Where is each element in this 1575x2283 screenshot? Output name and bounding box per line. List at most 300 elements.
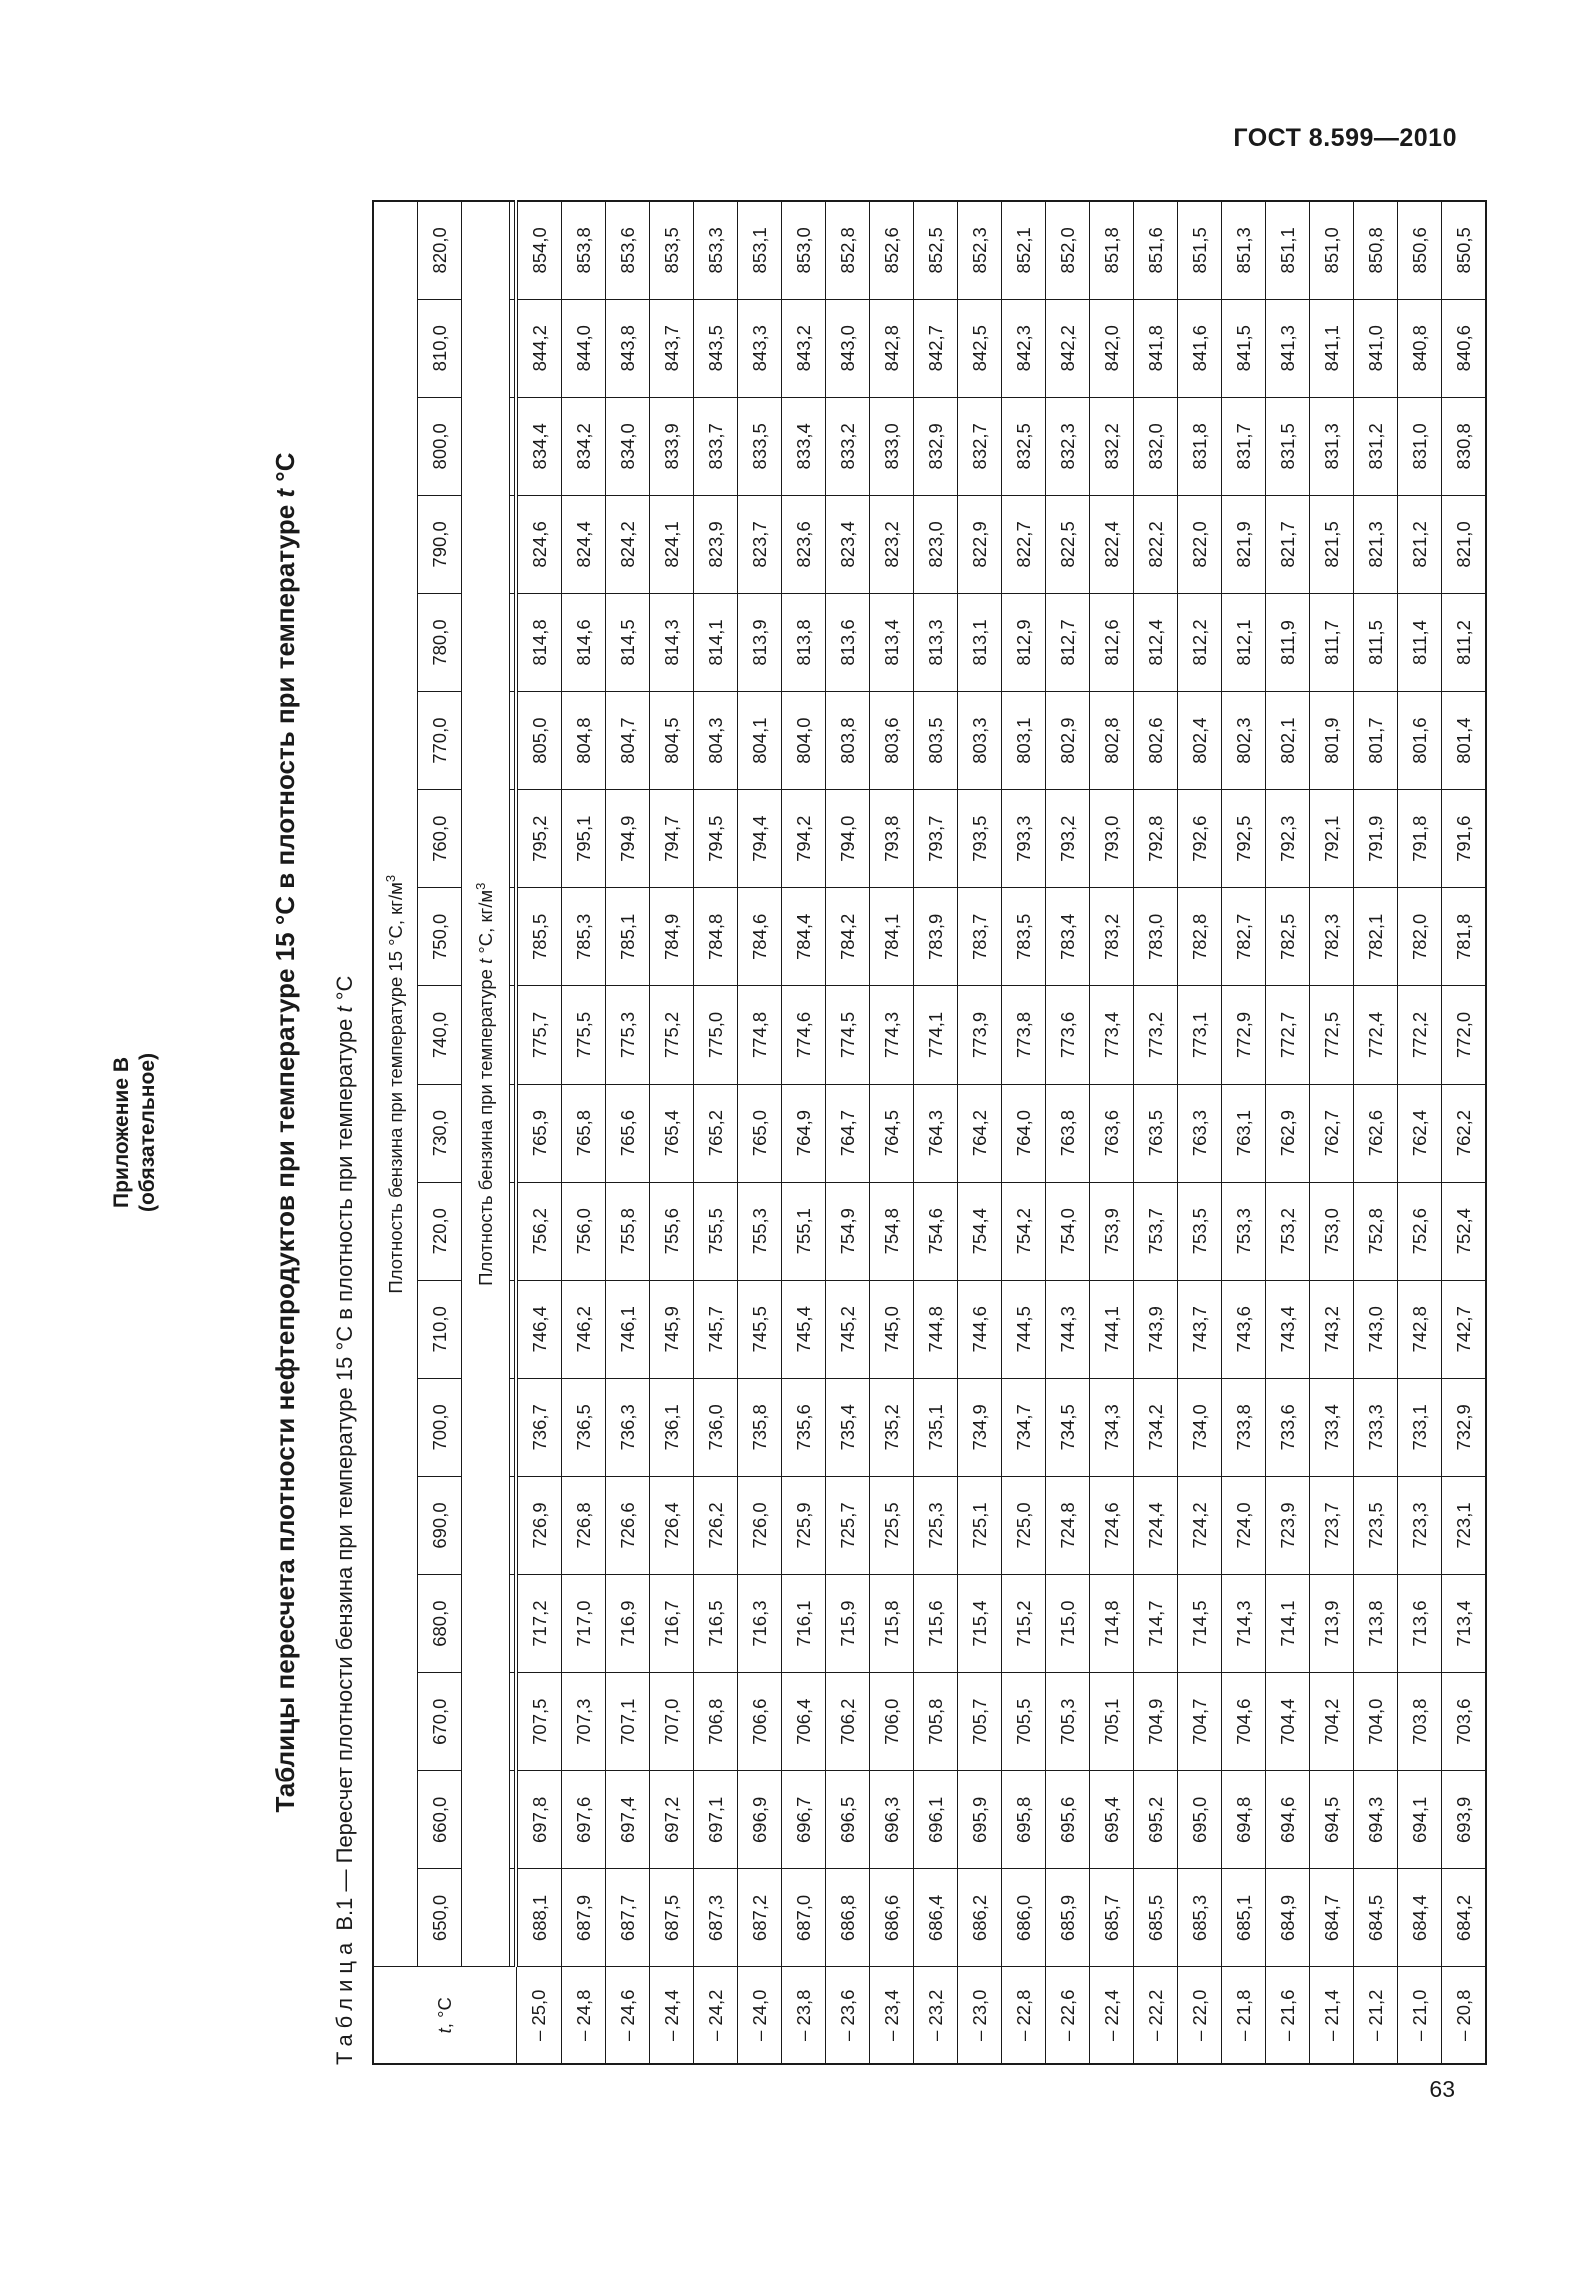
density-cell: 833,0 xyxy=(870,397,914,495)
density-cell: 831,8 xyxy=(1178,397,1222,495)
table-caption-var: t xyxy=(332,1006,357,1013)
density-cell: 811,4 xyxy=(1398,593,1442,691)
density-cell: 734,0 xyxy=(1178,1378,1222,1476)
density-cell: 814,5 xyxy=(606,593,650,691)
density-cell: 753,9 xyxy=(1090,1182,1134,1280)
density-cell: 804,7 xyxy=(606,692,650,790)
density-cell: 801,4 xyxy=(1442,692,1487,790)
density-column-header: 660,0 xyxy=(418,1771,462,1869)
density-cell: 706,6 xyxy=(738,1673,782,1771)
density-cell: 734,9 xyxy=(958,1378,1002,1476)
density-cell: 821,5 xyxy=(1310,495,1354,593)
density-cell: 784,1 xyxy=(870,888,914,986)
table-row xyxy=(1354,201,1398,2064)
density-cell: 735,6 xyxy=(782,1378,826,1476)
density-cell: 773,2 xyxy=(1134,986,1178,1084)
density-cell: 834,2 xyxy=(562,397,606,495)
density-cell: 753,2 xyxy=(1266,1182,1310,1280)
density-cell: 685,1 xyxy=(1222,1869,1266,1967)
density-cell: 704,4 xyxy=(1266,1673,1310,1771)
density-cell: 726,2 xyxy=(694,1476,738,1574)
density-cell: 713,9 xyxy=(1310,1575,1354,1673)
sub-header-unit: °С, кг/м xyxy=(475,889,497,959)
density-cell: 773,4 xyxy=(1090,986,1134,1084)
density-cell: 795,2 xyxy=(516,790,562,888)
density-cell: 801,9 xyxy=(1310,692,1354,790)
density-cell: 823,7 xyxy=(738,495,782,593)
density-cell: 695,9 xyxy=(958,1771,1002,1869)
density-column-header: 800,0 xyxy=(418,397,462,495)
density-cell: 785,1 xyxy=(606,888,650,986)
density-cell: 755,8 xyxy=(606,1182,650,1280)
density-cell: 781,8 xyxy=(1442,888,1487,986)
density-cell: 841,3 xyxy=(1266,299,1310,397)
density-cell: 735,4 xyxy=(826,1378,870,1476)
density-cell: 775,3 xyxy=(606,986,650,1084)
density-cell: 794,9 xyxy=(606,790,650,888)
density-cell: 853,8 xyxy=(562,201,606,299)
density-cell: 775,0 xyxy=(694,986,738,1084)
density-cell: 813,8 xyxy=(782,593,826,691)
density-column-header: 770,0 xyxy=(418,692,462,790)
density-cell: 802,8 xyxy=(1090,692,1134,790)
density-cell: 744,6 xyxy=(958,1280,1002,1378)
density-cell: 724,4 xyxy=(1134,1476,1178,1574)
temperature-cell: – 22,4 xyxy=(1090,1967,1134,2064)
sub-header-text: Плотность бензина при температуре xyxy=(475,963,497,1286)
density-cell: 813,1 xyxy=(958,593,1002,691)
table-row xyxy=(562,201,606,2064)
density-cell: 717,0 xyxy=(562,1575,606,1673)
density-cell: 841,6 xyxy=(1178,299,1222,397)
density-cell: 755,3 xyxy=(738,1182,782,1280)
density-cell: 752,6 xyxy=(1398,1182,1442,1280)
density-cell: 842,5 xyxy=(958,299,1002,397)
temperature-cell: – 21,6 xyxy=(1266,1967,1310,2064)
table-row xyxy=(826,201,870,2064)
temperature-cell: – 21,0 xyxy=(1398,1967,1442,2064)
density-cell: 696,9 xyxy=(738,1771,782,1869)
density-cell: 735,8 xyxy=(738,1378,782,1476)
density-cell: 685,9 xyxy=(1046,1869,1090,1967)
table-row xyxy=(1266,201,1310,2064)
density-cell: 830,8 xyxy=(1442,397,1487,495)
density-cell: 773,8 xyxy=(1002,986,1046,1084)
temperature-cell: – 23,8 xyxy=(782,1967,826,2064)
density-cell: 763,6 xyxy=(1090,1084,1134,1182)
density-cell: 765,8 xyxy=(562,1084,606,1182)
density-cell: 802,3 xyxy=(1222,692,1266,790)
table-row xyxy=(1398,201,1442,2064)
density-cell: 694,5 xyxy=(1310,1771,1354,1869)
density-cell: 824,4 xyxy=(562,495,606,593)
density-cell: 793,5 xyxy=(958,790,1002,888)
density-cell: 843,8 xyxy=(606,299,650,397)
density-cell: 745,5 xyxy=(738,1280,782,1378)
density-cell: 784,8 xyxy=(694,888,738,986)
density-cell: 735,1 xyxy=(914,1378,958,1476)
density-cell: 832,0 xyxy=(1134,397,1178,495)
density-cell: 765,9 xyxy=(516,1084,562,1182)
density-cell: 792,5 xyxy=(1222,790,1266,888)
t-header-var: t xyxy=(433,2028,455,2034)
density-cell: 713,4 xyxy=(1442,1575,1487,1673)
density-cell: 715,0 xyxy=(1046,1575,1090,1673)
density-cell: 687,9 xyxy=(562,1869,606,1967)
density-cell: 842,8 xyxy=(870,299,914,397)
table-row xyxy=(650,201,694,2064)
temperature-cell: – 24,2 xyxy=(694,1967,738,2064)
density-cell: 754,9 xyxy=(826,1182,870,1280)
density-cell: 793,3 xyxy=(1002,790,1046,888)
density-cell: 723,9 xyxy=(1266,1476,1310,1574)
density-cell: 784,6 xyxy=(738,888,782,986)
density-cell: 755,5 xyxy=(694,1182,738,1280)
density-cell: 774,8 xyxy=(738,986,782,1084)
density-cell: 762,4 xyxy=(1398,1084,1442,1182)
density-cell: 696,1 xyxy=(914,1771,958,1869)
density-cell: 734,7 xyxy=(1002,1378,1046,1476)
density-cell: 744,8 xyxy=(914,1280,958,1378)
density-cell: 852,0 xyxy=(1046,201,1090,299)
density-cell: 764,5 xyxy=(870,1084,914,1182)
density-table-body xyxy=(516,201,1486,2064)
density-cell: 812,2 xyxy=(1178,593,1222,691)
density-cell: 697,4 xyxy=(606,1771,650,1869)
density-cell: 753,7 xyxy=(1134,1182,1178,1280)
density-cell: 783,0 xyxy=(1134,888,1178,986)
density-cell: 703,6 xyxy=(1442,1673,1487,1771)
density-cell: 754,6 xyxy=(914,1182,958,1280)
temperature-cell: – 24,8 xyxy=(562,1967,606,2064)
page-number: 63 xyxy=(1429,2076,1455,2102)
density-cell: 743,0 xyxy=(1354,1280,1398,1378)
density-cell: 851,6 xyxy=(1134,201,1178,299)
density-cell: 753,5 xyxy=(1178,1182,1222,1280)
density-cell: 850,6 xyxy=(1398,201,1442,299)
table-row xyxy=(1222,201,1266,2064)
density-cell: 706,2 xyxy=(826,1673,870,1771)
density-cell: 694,1 xyxy=(1398,1771,1442,1869)
density-cell: 805,0 xyxy=(516,692,562,790)
main-title-unit: °С xyxy=(270,452,300,489)
density-cell: 802,1 xyxy=(1266,692,1310,790)
density-cell: 715,8 xyxy=(870,1575,914,1673)
density-cell: 707,5 xyxy=(516,1673,562,1771)
density-cell: 704,7 xyxy=(1178,1673,1222,1771)
density-cell: 695,4 xyxy=(1090,1771,1134,1869)
density-cell: 842,3 xyxy=(1002,299,1046,397)
table-caption-label: Таблица xyxy=(332,1936,357,2065)
density-cell: 745,0 xyxy=(870,1280,914,1378)
density-cell: 851,5 xyxy=(1178,201,1222,299)
density-cell: 821,0 xyxy=(1442,495,1487,593)
density-cell: 802,4 xyxy=(1178,692,1222,790)
density-cell: 706,4 xyxy=(782,1673,826,1771)
density-cell: 723,5 xyxy=(1354,1476,1398,1574)
density-cell: 813,6 xyxy=(826,593,870,691)
density-cell: 841,8 xyxy=(1134,299,1178,397)
density-cell: 804,3 xyxy=(694,692,738,790)
density-cell: 844,0 xyxy=(562,299,606,397)
table-row xyxy=(782,201,826,2064)
group-header-text: Плотность бензина при температуре 15 °С, кг/м xyxy=(385,882,407,1294)
density-cell: 843,5 xyxy=(694,299,738,397)
density-cell: 726,0 xyxy=(738,1476,782,1574)
density-cell: 714,3 xyxy=(1222,1575,1266,1673)
density-column-headers xyxy=(418,201,462,2064)
temperature-cell: – 23,6 xyxy=(826,1967,870,2064)
table-caption-text: — Пересчет плотности бензина при температуре 15 °С в плотность при температуре xyxy=(332,1012,357,1898)
density-cell: 832,5 xyxy=(1002,397,1046,495)
density-cell: 842,0 xyxy=(1090,299,1134,397)
density-cell: 772,4 xyxy=(1354,986,1398,1084)
density-cell: 785,3 xyxy=(562,888,606,986)
density-cell: 794,0 xyxy=(826,790,870,888)
density-cell: 752,4 xyxy=(1442,1182,1487,1280)
sub-header-sup: 3 xyxy=(473,882,489,890)
density-cell: 812,1 xyxy=(1222,593,1266,691)
density-cell: 696,3 xyxy=(870,1771,914,1869)
density-cell: 782,1 xyxy=(1354,888,1398,986)
density-cell: 704,6 xyxy=(1222,1673,1266,1771)
density-column-header: 700,0 xyxy=(418,1378,462,1476)
table-row xyxy=(1178,201,1222,2064)
annex-title: Приложение В xyxy=(110,1057,133,1209)
density-cell: 723,1 xyxy=(1442,1476,1487,1574)
density-cell: 803,5 xyxy=(914,692,958,790)
density-column-header: 780,0 xyxy=(418,593,462,691)
density-cell: 687,7 xyxy=(606,1869,650,1967)
density-cell: 686,6 xyxy=(870,1869,914,1967)
density-cell: 793,0 xyxy=(1090,790,1134,888)
density-cell: 734,5 xyxy=(1046,1378,1090,1476)
density-cell: 772,0 xyxy=(1442,986,1487,1084)
density-cell: 775,7 xyxy=(516,986,562,1084)
density-cell: 734,2 xyxy=(1134,1378,1178,1476)
table-row xyxy=(870,201,914,2064)
density-cell: 756,2 xyxy=(516,1182,562,1280)
density-cell: 725,9 xyxy=(782,1476,826,1574)
density-cell: 694,3 xyxy=(1354,1771,1398,1869)
density-cell: 824,1 xyxy=(650,495,694,593)
density-cell: 774,6 xyxy=(782,986,826,1084)
density-cell: 823,4 xyxy=(826,495,870,593)
density-cell: 843,7 xyxy=(650,299,694,397)
density-cell: 704,0 xyxy=(1354,1673,1398,1771)
density-cell: 821,2 xyxy=(1398,495,1442,593)
density-cell: 831,5 xyxy=(1266,397,1310,495)
density-cell: 742,7 xyxy=(1442,1280,1487,1378)
density-cell: 716,3 xyxy=(738,1575,782,1673)
density-cell: 716,1 xyxy=(782,1575,826,1673)
density-column-header: 820,0 xyxy=(418,201,462,299)
density-column-header: 670,0 xyxy=(418,1673,462,1771)
density-cell: 735,2 xyxy=(870,1378,914,1476)
density-cell: 822,9 xyxy=(958,495,1002,593)
temperature-cell: – 24,0 xyxy=(738,1967,782,2064)
density-cell: 833,7 xyxy=(694,397,738,495)
density-cell: 812,9 xyxy=(1002,593,1046,691)
density-cell: 765,4 xyxy=(650,1084,694,1182)
density-cell: 851,0 xyxy=(1310,201,1354,299)
density-cell: 844,2 xyxy=(516,299,562,397)
density-cell: 853,3 xyxy=(694,201,738,299)
density-cell: 765,0 xyxy=(738,1084,782,1182)
density-cell: 688,1 xyxy=(516,1869,562,1967)
density-cell: 852,1 xyxy=(1002,201,1046,299)
density-cell: 823,9 xyxy=(694,495,738,593)
density-cell: 733,8 xyxy=(1222,1378,1266,1476)
density-cell: 783,4 xyxy=(1046,888,1090,986)
density-cell: 832,2 xyxy=(1090,397,1134,495)
density-cell: 764,7 xyxy=(826,1084,870,1182)
density-cell: 685,3 xyxy=(1178,1869,1222,1967)
temperature-cell: – 23,0 xyxy=(958,1967,1002,2064)
density-cell: 752,8 xyxy=(1354,1182,1398,1280)
density-cell: 687,2 xyxy=(738,1869,782,1967)
density-cell: 775,2 xyxy=(650,986,694,1084)
density-cell: 717,2 xyxy=(516,1575,562,1673)
density-cell: 812,7 xyxy=(1046,593,1090,691)
density-cell: 783,2 xyxy=(1090,888,1134,986)
density-cell: 792,8 xyxy=(1134,790,1178,888)
density-cell: 724,0 xyxy=(1222,1476,1266,1574)
density-cell: 852,3 xyxy=(958,201,1002,299)
density-cell: 853,0 xyxy=(782,201,826,299)
density-cell: 804,0 xyxy=(782,692,826,790)
density-cell: 851,1 xyxy=(1266,201,1310,299)
density-cell: 841,0 xyxy=(1354,299,1398,397)
density-cell: 834,0 xyxy=(606,397,650,495)
density-cell: 725,5 xyxy=(870,1476,914,1574)
density-cell: 814,3 xyxy=(650,593,694,691)
density-cell: 714,1 xyxy=(1266,1575,1310,1673)
density-cell: 754,4 xyxy=(958,1182,1002,1280)
density-cell: 684,9 xyxy=(1266,1869,1310,1967)
annex-type: (обязательное) xyxy=(136,1053,159,1213)
density-cell: 695,2 xyxy=(1134,1771,1178,1869)
main-title xyxy=(270,200,301,2065)
density-cell: 793,2 xyxy=(1046,790,1090,888)
density-cell: 782,5 xyxy=(1266,888,1310,986)
density-cell: 822,7 xyxy=(1002,495,1046,593)
density-cell: 801,6 xyxy=(1398,692,1442,790)
table-caption xyxy=(332,976,358,2065)
temperature-cell: – 21,4 xyxy=(1310,1967,1354,2064)
density-cell: 693,9 xyxy=(1442,1771,1487,1869)
density-cell: 813,9 xyxy=(738,593,782,691)
density-cell: 724,8 xyxy=(1046,1476,1090,1574)
density-cell: 746,4 xyxy=(516,1280,562,1378)
density-cell: 772,7 xyxy=(1266,986,1310,1084)
density-cell: 814,8 xyxy=(516,593,562,691)
density-cell: 762,9 xyxy=(1266,1084,1310,1182)
density-cell: 803,1 xyxy=(1002,692,1046,790)
density-cell: 843,3 xyxy=(738,299,782,397)
density-cell: 852,6 xyxy=(870,201,914,299)
density-cell: 811,9 xyxy=(1266,593,1310,691)
density-cell: 812,6 xyxy=(1090,593,1134,691)
density-cell: 774,3 xyxy=(870,986,914,1084)
density-cell: 725,0 xyxy=(1002,1476,1046,1574)
density-cell: 762,2 xyxy=(1442,1084,1487,1182)
density-cell: 754,0 xyxy=(1046,1182,1090,1280)
table-row xyxy=(1002,201,1046,2064)
density-cell: 704,9 xyxy=(1134,1673,1178,1771)
density-cell: 804,1 xyxy=(738,692,782,790)
density-cell: 746,1 xyxy=(606,1280,650,1378)
density-cell: 783,9 xyxy=(914,888,958,986)
density-cell: 743,4 xyxy=(1266,1280,1310,1378)
density-cell: 811,7 xyxy=(1310,593,1354,691)
density-cell: 753,0 xyxy=(1310,1182,1354,1280)
density-cell: 736,3 xyxy=(606,1378,650,1476)
density-cell: 782,8 xyxy=(1178,888,1222,986)
density-cell: 813,3 xyxy=(914,593,958,691)
density-cell: 744,1 xyxy=(1090,1280,1134,1378)
group-header xyxy=(373,201,418,1967)
density-cell: 774,1 xyxy=(914,986,958,1084)
density-cell: 715,9 xyxy=(826,1575,870,1673)
density-cell: 686,8 xyxy=(826,1869,870,1967)
density-cell: 745,9 xyxy=(650,1280,694,1378)
density-cell: 695,0 xyxy=(1178,1771,1222,1869)
density-column-header: 710,0 xyxy=(418,1280,462,1378)
density-cell: 773,9 xyxy=(958,986,1002,1084)
density-cell: 794,5 xyxy=(694,790,738,888)
density-cell: 792,1 xyxy=(1310,790,1354,888)
density-cell: 687,5 xyxy=(650,1869,694,1967)
density-cell: 743,2 xyxy=(1310,1280,1354,1378)
temperature-cell: – 21,2 xyxy=(1354,1967,1398,2064)
density-cell: 733,1 xyxy=(1398,1378,1442,1476)
density-column-header: 690,0 xyxy=(418,1476,462,1574)
density-cell: 707,3 xyxy=(562,1673,606,1771)
density-cell: 822,5 xyxy=(1046,495,1090,593)
density-cell: 831,2 xyxy=(1354,397,1398,495)
density-cell: 756,0 xyxy=(562,1182,606,1280)
temperature-cell: – 23,2 xyxy=(914,1967,958,2064)
density-cell: 707,0 xyxy=(650,1673,694,1771)
group-header-sup: 3 xyxy=(383,874,399,883)
density-cell: 841,1 xyxy=(1310,299,1354,397)
density-cell: 736,0 xyxy=(694,1378,738,1476)
density-cell: 803,8 xyxy=(826,692,870,790)
density-cell: 745,2 xyxy=(826,1280,870,1378)
density-cell: 832,7 xyxy=(958,397,1002,495)
density-cell: 804,5 xyxy=(650,692,694,790)
density-cell: 685,5 xyxy=(1134,1869,1178,1967)
density-cell: 823,0 xyxy=(914,495,958,593)
density-cell: 792,3 xyxy=(1266,790,1310,888)
temperature-cell: – 24,4 xyxy=(650,1967,694,2064)
density-cell: 795,1 xyxy=(562,790,606,888)
density-cell: 726,4 xyxy=(650,1476,694,1574)
density-cell: 813,4 xyxy=(870,593,914,691)
density-cell: 725,3 xyxy=(914,1476,958,1574)
density-cell: 834,4 xyxy=(516,397,562,495)
density-cell: 736,5 xyxy=(562,1378,606,1476)
density-cell: 744,3 xyxy=(1046,1280,1090,1378)
density-cell: 744,5 xyxy=(1002,1280,1046,1378)
density-cell: 697,8 xyxy=(516,1771,562,1869)
density-cell: 755,6 xyxy=(650,1182,694,1280)
density-cell: 783,7 xyxy=(958,888,1002,986)
density-cell: 705,1 xyxy=(1090,1673,1134,1771)
density-cell: 686,4 xyxy=(914,1869,958,1967)
density-cell: 736,7 xyxy=(516,1378,562,1476)
